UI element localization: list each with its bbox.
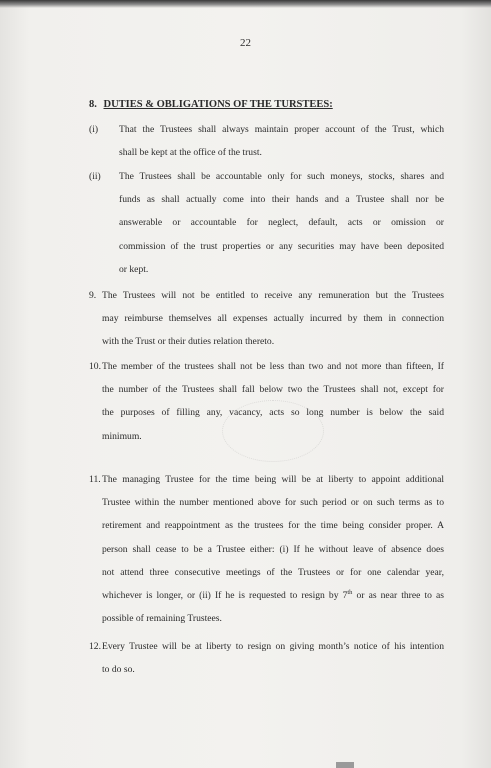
- item-9: [89, 284, 444, 356]
- item-line: [102, 584, 444, 607]
- item-line: Trustee within the number mentioned above for such period or on such terms as to: [102, 497, 444, 509]
- clause-line: answerable or accountable for neglect, default, acts or omission or: [119, 217, 444, 229]
- item-line: The managing Trustee for the time being will be at liberty to appoint additional: [102, 474, 444, 485]
- item-11: [89, 468, 444, 636]
- item-line-part: or as near three to as: [352, 589, 444, 601]
- item-line: retirement and reappointment as the trustees for the time being consider proper. A: [102, 520, 444, 532]
- item-line-part: whichever is longer, or (ii) If he is requested to resign by 7: [102, 589, 348, 601]
- item-line: Every Trustee will be at liberty to resign on giving month’s notice of his intention: [102, 641, 444, 652]
- item-line: The member of the trustees shall not be less than two and not more than fifteen, If: [102, 361, 444, 372]
- item-line: the purposes of filling any, vacancy, acts so long number is below the said: [102, 407, 444, 419]
- clause-line: funds as shall actually come into their hands and a Trustee shall nor be: [119, 194, 444, 206]
- item-line: person shall cease to be a Trustee either: (i) If he without leave of absence does: [102, 543, 444, 555]
- item-label: 9.: [89, 290, 97, 301]
- clause-line: That the Trustees shall always maintain proper account of the Trust, which: [119, 124, 444, 135]
- item-line: possible of remaining Trustees.: [102, 613, 222, 625]
- clause-i: [89, 118, 444, 166]
- section-title: DUTIES & OBLIGATIONS OF THE TURSTEES:: [103, 99, 333, 110]
- clause-ii: [89, 165, 444, 283]
- clause-label: (ii): [89, 171, 101, 182]
- clause-line: commission of the trust properties or any securities may have been deposited: [119, 240, 444, 252]
- clause-line: or kept.: [119, 263, 149, 275]
- clause-line: shall be kept at the office of the trust.: [119, 147, 262, 159]
- item-label: 12.: [89, 641, 101, 652]
- section-heading: [89, 99, 333, 110]
- item-line: The Trustees will not be entitled to receive any remuneration but the Trustees: [102, 290, 444, 301]
- clause-label: (i): [89, 124, 99, 135]
- superscript: th: [347, 588, 353, 596]
- scan-top-edge: [0, 0, 491, 8]
- item-line: the number of the Trustees shall fall below two the Trustees shall not, except for: [102, 384, 444, 396]
- item-line: may reimburse themselves all expenses actually incurred by them in connection: [102, 313, 444, 325]
- item-line: minimum.: [102, 430, 142, 442]
- faint-seal-mark: [222, 400, 324, 462]
- clause-line: The Trustees shall be accountable only for such moneys, stocks, shares and: [119, 171, 444, 182]
- item-12: [89, 635, 444, 683]
- scan-bottom-mark: [336, 762, 354, 768]
- item-line: not attend three consecutive meetings of the Trustees or for one calendar year,: [102, 566, 444, 578]
- page-number: 22: [240, 37, 251, 49]
- section-number: 8.: [89, 99, 97, 110]
- item-line: with the Trust or their duties relation thereto.: [102, 336, 275, 348]
- item-label: 10.: [89, 361, 101, 372]
- item-line: to do so.: [102, 664, 135, 676]
- item-label: 11.: [89, 474, 101, 485]
